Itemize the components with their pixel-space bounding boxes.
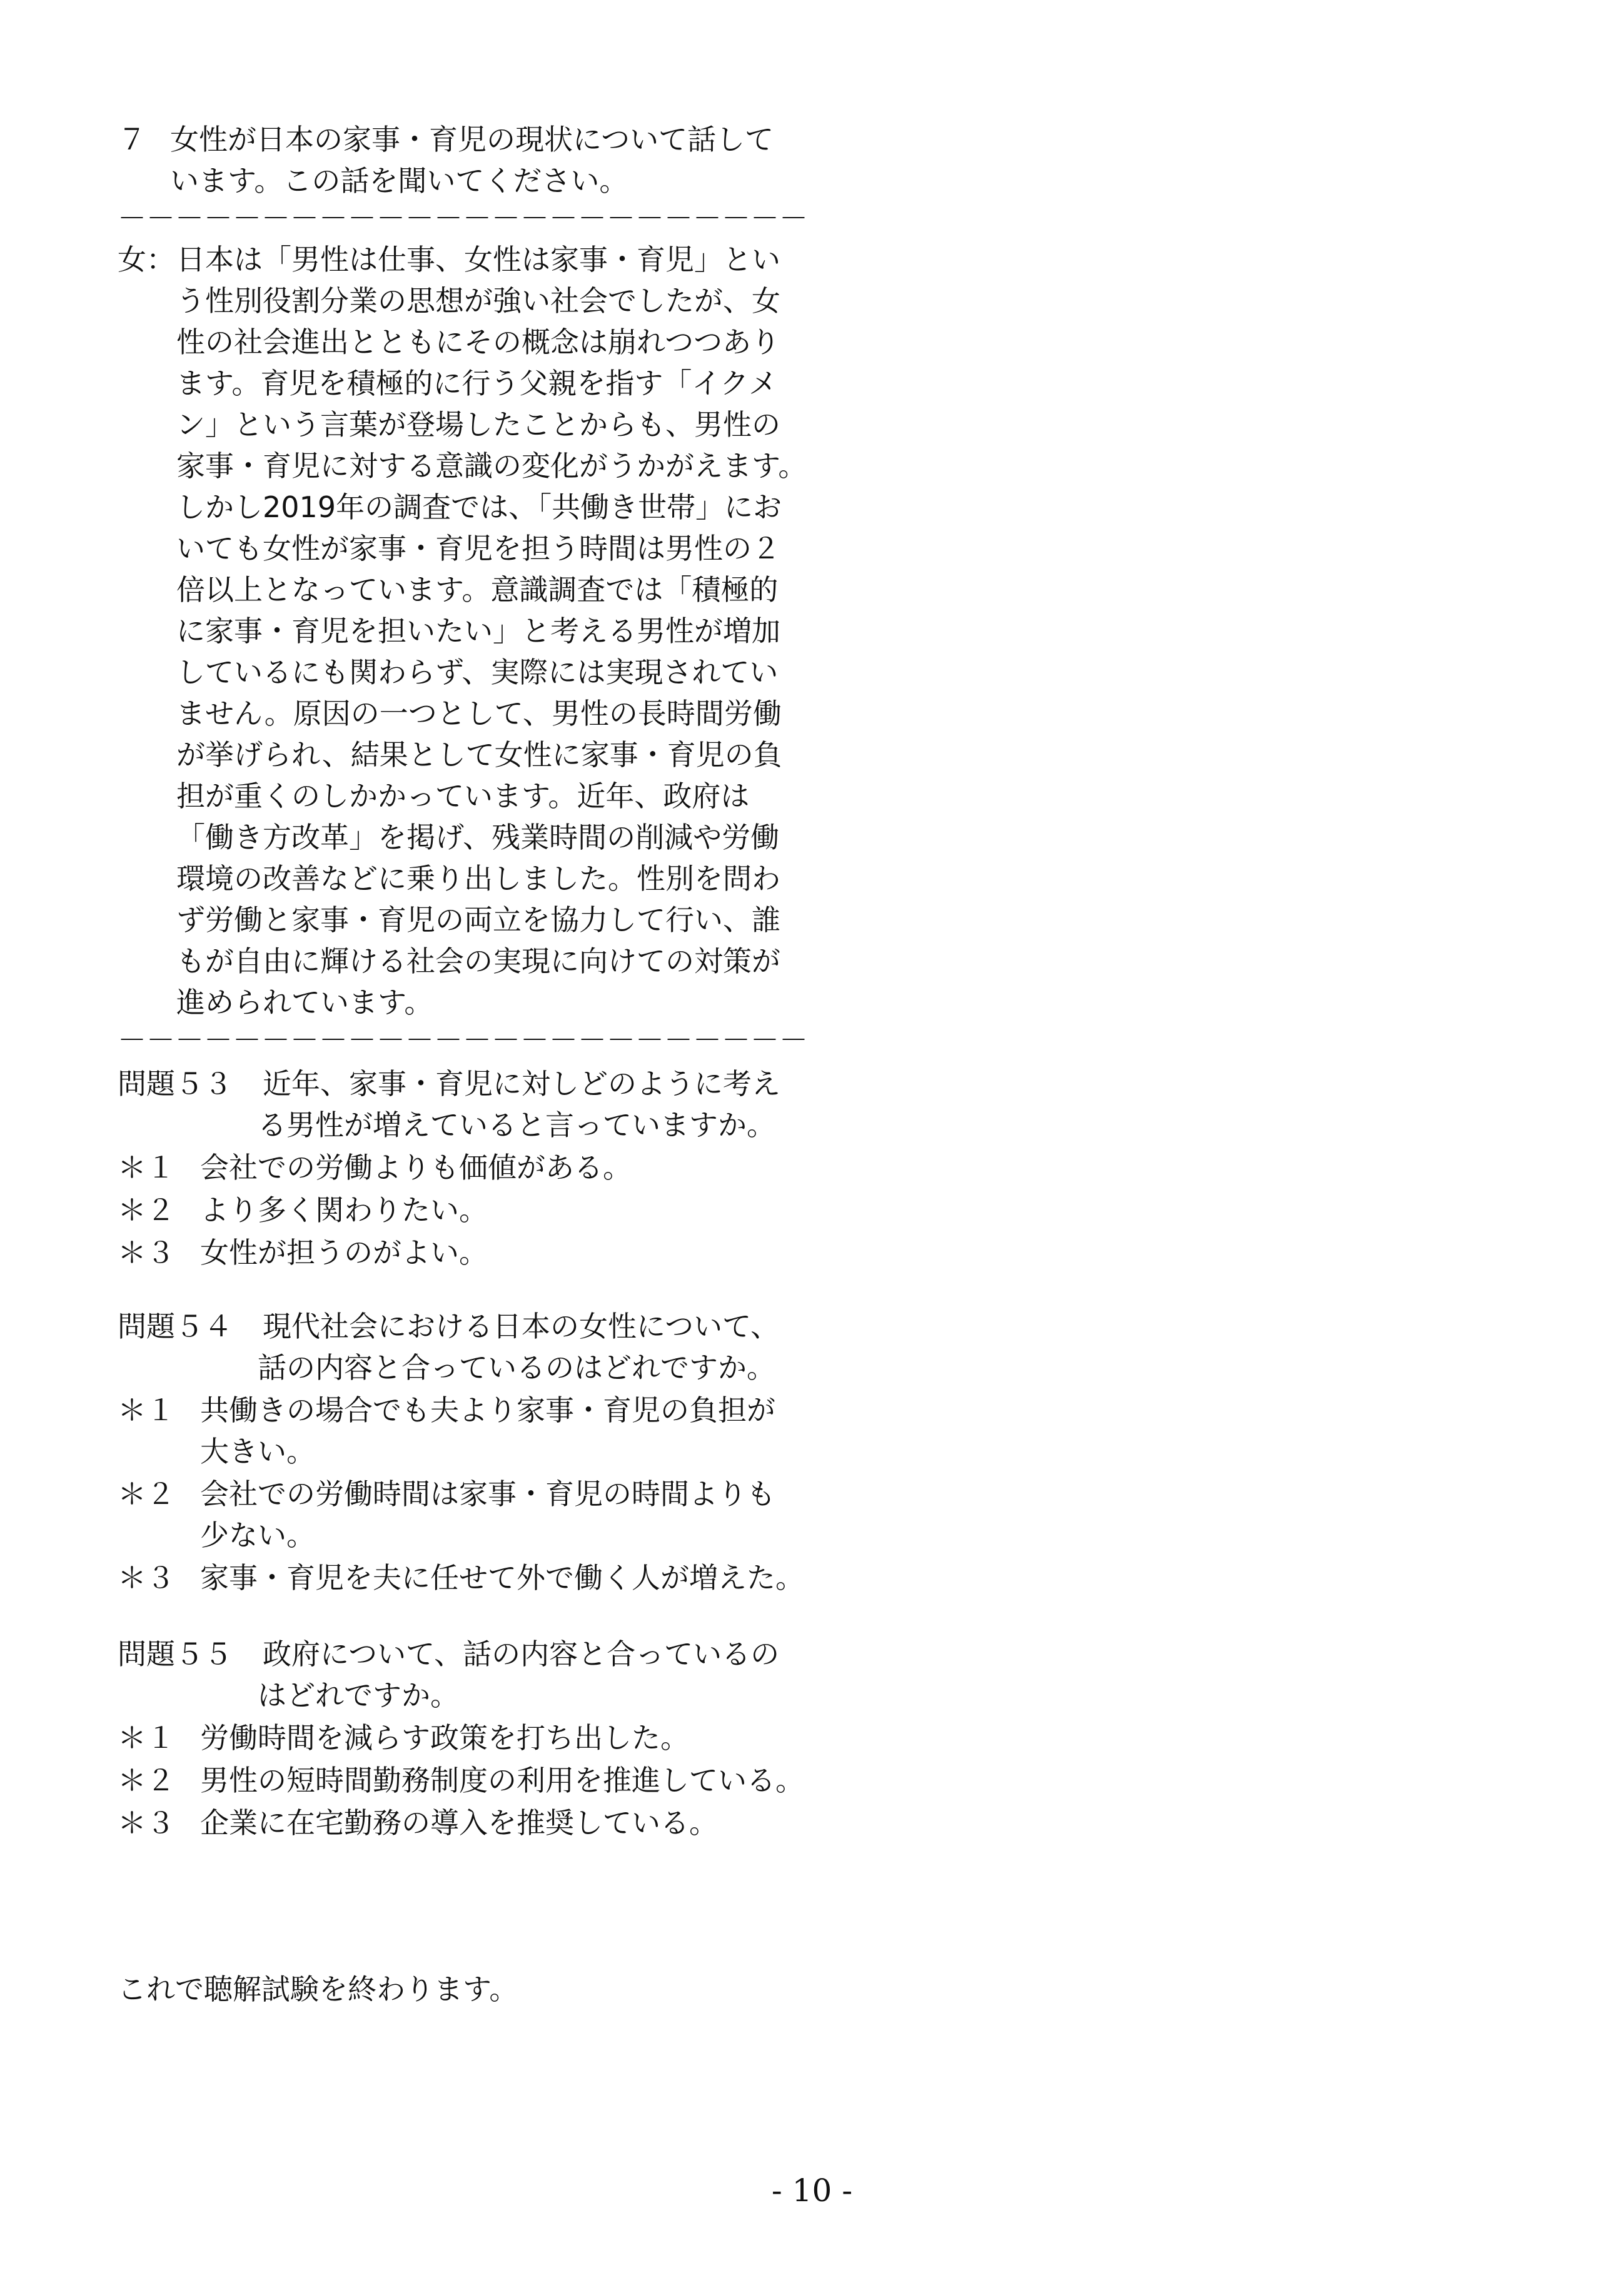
passage-line: 倍以上となっています。意識調査では「積極的 bbox=[176, 573, 779, 607]
divider-top: －－－－－－－－－－－－－－－－－－－－－－－－ bbox=[118, 201, 808, 235]
option-text: 会社での労働時間は家事・育児の時間よりも bbox=[200, 1477, 775, 1511]
passage-line: 環境の改善などに乗り出しました。性別を問わ bbox=[176, 862, 780, 895]
passage-line: しているにも関わらず、実際には実現されてい bbox=[176, 655, 779, 689]
option-text: 男性の短時間勤務制度の利用を推進している。 bbox=[200, 1763, 804, 1797]
passage-line: ます。育児を積極的に行う父親を指す「イクメ bbox=[176, 366, 777, 400]
option-text: 労働時間を減らす政策を打ち出した。 bbox=[200, 1721, 689, 1755]
question-55-label: 問題５５ bbox=[118, 1637, 233, 1671]
passage-line: ず労働と家事・育児の両立を協力して行い、誰 bbox=[176, 903, 780, 937]
passage-line: 性の社会進出とともにその概念は崩れつつあり bbox=[176, 325, 780, 359]
passage-line: しかし2019年の調査では、「共働き世帯」にお bbox=[176, 490, 782, 524]
option-text: 大きい。 bbox=[200, 1435, 315, 1468]
question-55-text-line: はどれですか。 bbox=[258, 1678, 459, 1712]
option-mark: ＊１ bbox=[118, 1151, 175, 1184]
option-text: 少ない。 bbox=[200, 1518, 315, 1552]
question-54-text-line: 現代社会における日本の女性について、 bbox=[263, 1309, 780, 1343]
option-mark: ＊３ bbox=[118, 1806, 175, 1840]
option-mark: ＊２ bbox=[118, 1763, 175, 1797]
divider-bottom: －－－－－－－－－－－－－－－－－－－－－－－－ bbox=[118, 1023, 808, 1057]
section-number: ７ bbox=[118, 123, 146, 156]
question-55-text-line: 政府について、話の内容と合っているの bbox=[263, 1637, 780, 1671]
option-mark: ＊１ bbox=[118, 1721, 175, 1755]
question-54-text-line: 話の内容と合っているのはどれですか。 bbox=[258, 1351, 775, 1385]
passage-line: 家事・育児に対する意識の変化がうかがえます。 bbox=[176, 449, 807, 483]
option-mark: ＊３ bbox=[118, 1236, 175, 1269]
option-mark: ＊２ bbox=[118, 1193, 175, 1227]
option-mark: ＊１ bbox=[118, 1393, 175, 1427]
intro-line-1: 女性が日本の家事・育児の現状について話して bbox=[170, 123, 774, 156]
question-53-label: 問題５３ bbox=[118, 1067, 233, 1101]
option-text: 女性が担うのがよい。 bbox=[200, 1236, 488, 1269]
passage-line: 日本は「男性は仕事、女性は家事・育児」とい bbox=[176, 243, 780, 276]
question-54-label: 問題５４ bbox=[118, 1309, 233, 1343]
passage-line: 進められています。 bbox=[176, 986, 433, 1019]
passage-line: もが自由に輝ける社会の実現に向けての対策が bbox=[176, 944, 780, 978]
option-text: より多く関わりたい。 bbox=[200, 1193, 488, 1227]
intro-line-2: います。この話を聞いてください。 bbox=[170, 164, 628, 198]
option-text: 共働きの場合でも夫より家事・育児の負担が bbox=[200, 1393, 775, 1427]
option-text: 家事・育児を夫に任せて外で働く人が増えた。 bbox=[200, 1561, 804, 1595]
question-53-text-line: 近年、家事・育児に対しどのように考え bbox=[263, 1067, 780, 1101]
passage-line: 「働き方改革」を掲げ、残業時間の削減や労働 bbox=[176, 820, 780, 854]
passage-line: ン」という言葉が登場したことからも、男性の bbox=[176, 408, 780, 441]
passage-line: が挙げられ、結果として女性に家事・育児の負 bbox=[176, 738, 782, 772]
question-53-text-line: る男性が増えていると言っていますか。 bbox=[258, 1108, 775, 1142]
page-number: - 10 - bbox=[771, 2172, 853, 2209]
option-text: 会社での労働よりも価値がある。 bbox=[200, 1151, 632, 1184]
speaker-label: 女： bbox=[118, 243, 175, 276]
option-text: 企業に在宅勤務の導入を推奨している。 bbox=[200, 1806, 718, 1840]
option-mark: ＊３ bbox=[118, 1561, 175, 1595]
passage-line: に家事・育児を担いたい」と考える男性が増加 bbox=[176, 614, 780, 648]
passage-line: う性別役割分業の思想が強い社会でしたが、女 bbox=[176, 284, 780, 318]
passage-line: 担が重くのしかかっています。近年、政府は bbox=[176, 779, 750, 813]
closing-text: これで聴解試験を終わります。 bbox=[118, 1972, 518, 2006]
passage-line: ません。原因の一つとして、男性の長時間労働 bbox=[176, 697, 782, 730]
option-mark: ＊２ bbox=[118, 1477, 175, 1511]
passage-line: いても女性が家事・育児を担う時間は男性の２ bbox=[176, 532, 780, 565]
